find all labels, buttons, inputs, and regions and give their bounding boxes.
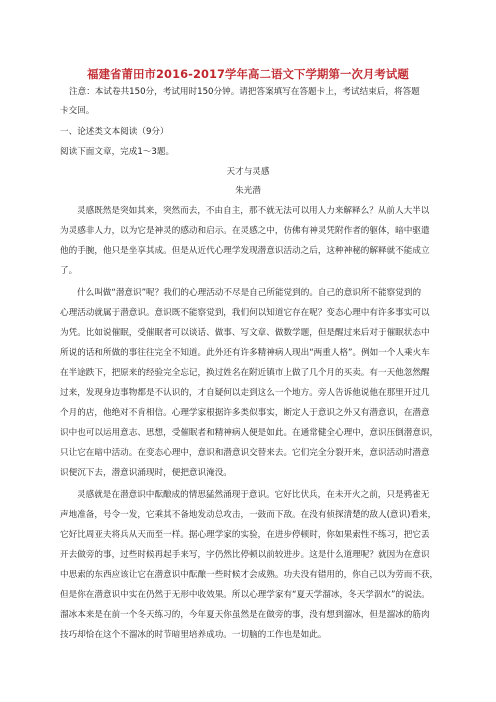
paragraph-line: 但是你在潜意识中实在仍然于无形中收效果。所以心理学家有“夏天学溜冰，冬天学泅水”的说法。 — [60, 590, 430, 600]
paragraph-line: 了。 — [60, 266, 78, 276]
paragraph-line: 灵感既然是突如其来，突然而去，不由自主，那不就无法可以用人力来解释么？从前人大半以 — [77, 206, 430, 216]
paragraph-line: 在半途跌下，把原来的经验完全忘记，换过姓名在附近镇市上做了几个月的买卖。有一天他忽然醒 — [60, 368, 430, 378]
paragraph-line: 识中也可以运用意志、思想，受催眠者和精神病人便是如此。在通常健全心理中，意识压倒潜意识， — [60, 428, 439, 438]
paragraph-line: 心理活动就属于潜意识。意识既不能察觉到，我们何以知道它存在呢？变态心理中有许多事实可以 — [60, 308, 430, 318]
paragraph-line: 声地准备，号令一发，它乘其不备地发动总攻击，一鼓而下敌。在没有侦探清楚的敌人(意识)看来， — [60, 510, 437, 520]
notice-line-1: 注意：本试卷共150分，考试用时150分钟。请把答案填写在答题卡上，考试结束后，将答题 — [69, 87, 420, 97]
paragraph-line: 为凭。比如说催眠，受催眠者可以谈话、做事、写文章、做数学题，但是醒过来后对于催眠状态中 — [60, 328, 430, 338]
paragraph-line: 溜冰本来是在前一个冬天练习的，今年夏天你虽然是在做旁的事，没有想到溜冰，但是溜冰的筋肉 — [60, 610, 430, 620]
paragraph-line: 过来，发现身边事物都是不认识的，才自疑何以走到这么一个地方。旁人告诉他说他在那里开过几 — [60, 388, 430, 398]
paragraph-line: 只让它在暗中活动。在变态心理中，意识和潜意识交替来去。它们完全分裂开来，意识活动时潜意 — [60, 448, 430, 458]
section-heading: 一、论述类文本阅读（9分） — [60, 127, 169, 137]
paragraph-line: 技巧却恰在这个不溜冰的时节暗里培养成功。一切脑的工作也是如此。 — [60, 630, 327, 640]
paragraph-line: 识便沉下去，潜意识涌现时，便把意识淹没。 — [60, 468, 232, 478]
paragraph-line: 个月的店，他绝对不肯相信。心理学家根据许多类似事实，断定人于意识之外又有潜意识，在潜意 — [60, 408, 430, 418]
article-title: 天才与灵感 — [226, 167, 270, 177]
exam-title: 福建省莆田市2016-2017学年高二语文下学期第一次月考试题 — [87, 67, 409, 81]
paragraph-line: 什么叫做“潜意识”呢？我们的心理活动不尽是自己所能觉到的。自己的意识所不能察觉到的 — [77, 288, 422, 298]
paragraph-line: 他的手腕，他只是坐享其成。但是从近代心理学发现潜意识活动之后，这种神秘的解释就不能成立 — [60, 246, 430, 256]
paragraph-line: 为灵感非人力，以为它是神灵的感动和启示。在灵感之中，仿佛有神灵凭附作者的躯体，暗中驱遣 — [60, 226, 430, 236]
paragraph-line: 所说的话和所做的事往往完全不知道。此外还有许多精神病人现出“两重人格”。例如一个人乘火车 — [60, 348, 430, 358]
paragraph-line: 开去做旁的事，过些时候再起手来写，字仍然比停顿以前较进步。这是什么道理呢？就因为在意识 — [60, 550, 430, 560]
paragraph-line: 它好比周亚夫将兵从天而至一样。据心理学家的实验，在进步停顿时，你如果索性不练习，把它丢 — [60, 530, 430, 540]
paragraph-line: 灵感就是在潜意识中酝酿成的情思猛然涌现于意识。它好比伏兵，在未开火之前，只是鸦雀无 — [77, 490, 430, 500]
notice-line-2: 卡交回。 — [60, 106, 95, 116]
paragraph-line: 中思索的东西应该让它在潜意识中酝酿一些时候才会成熟。功夫没有错用的，你自己以为劳而不获， — [60, 570, 439, 580]
reading-instruction: 阅读下面文章，完成1～3题。 — [60, 147, 175, 157]
article-author: 朱光潜 — [235, 186, 261, 196]
